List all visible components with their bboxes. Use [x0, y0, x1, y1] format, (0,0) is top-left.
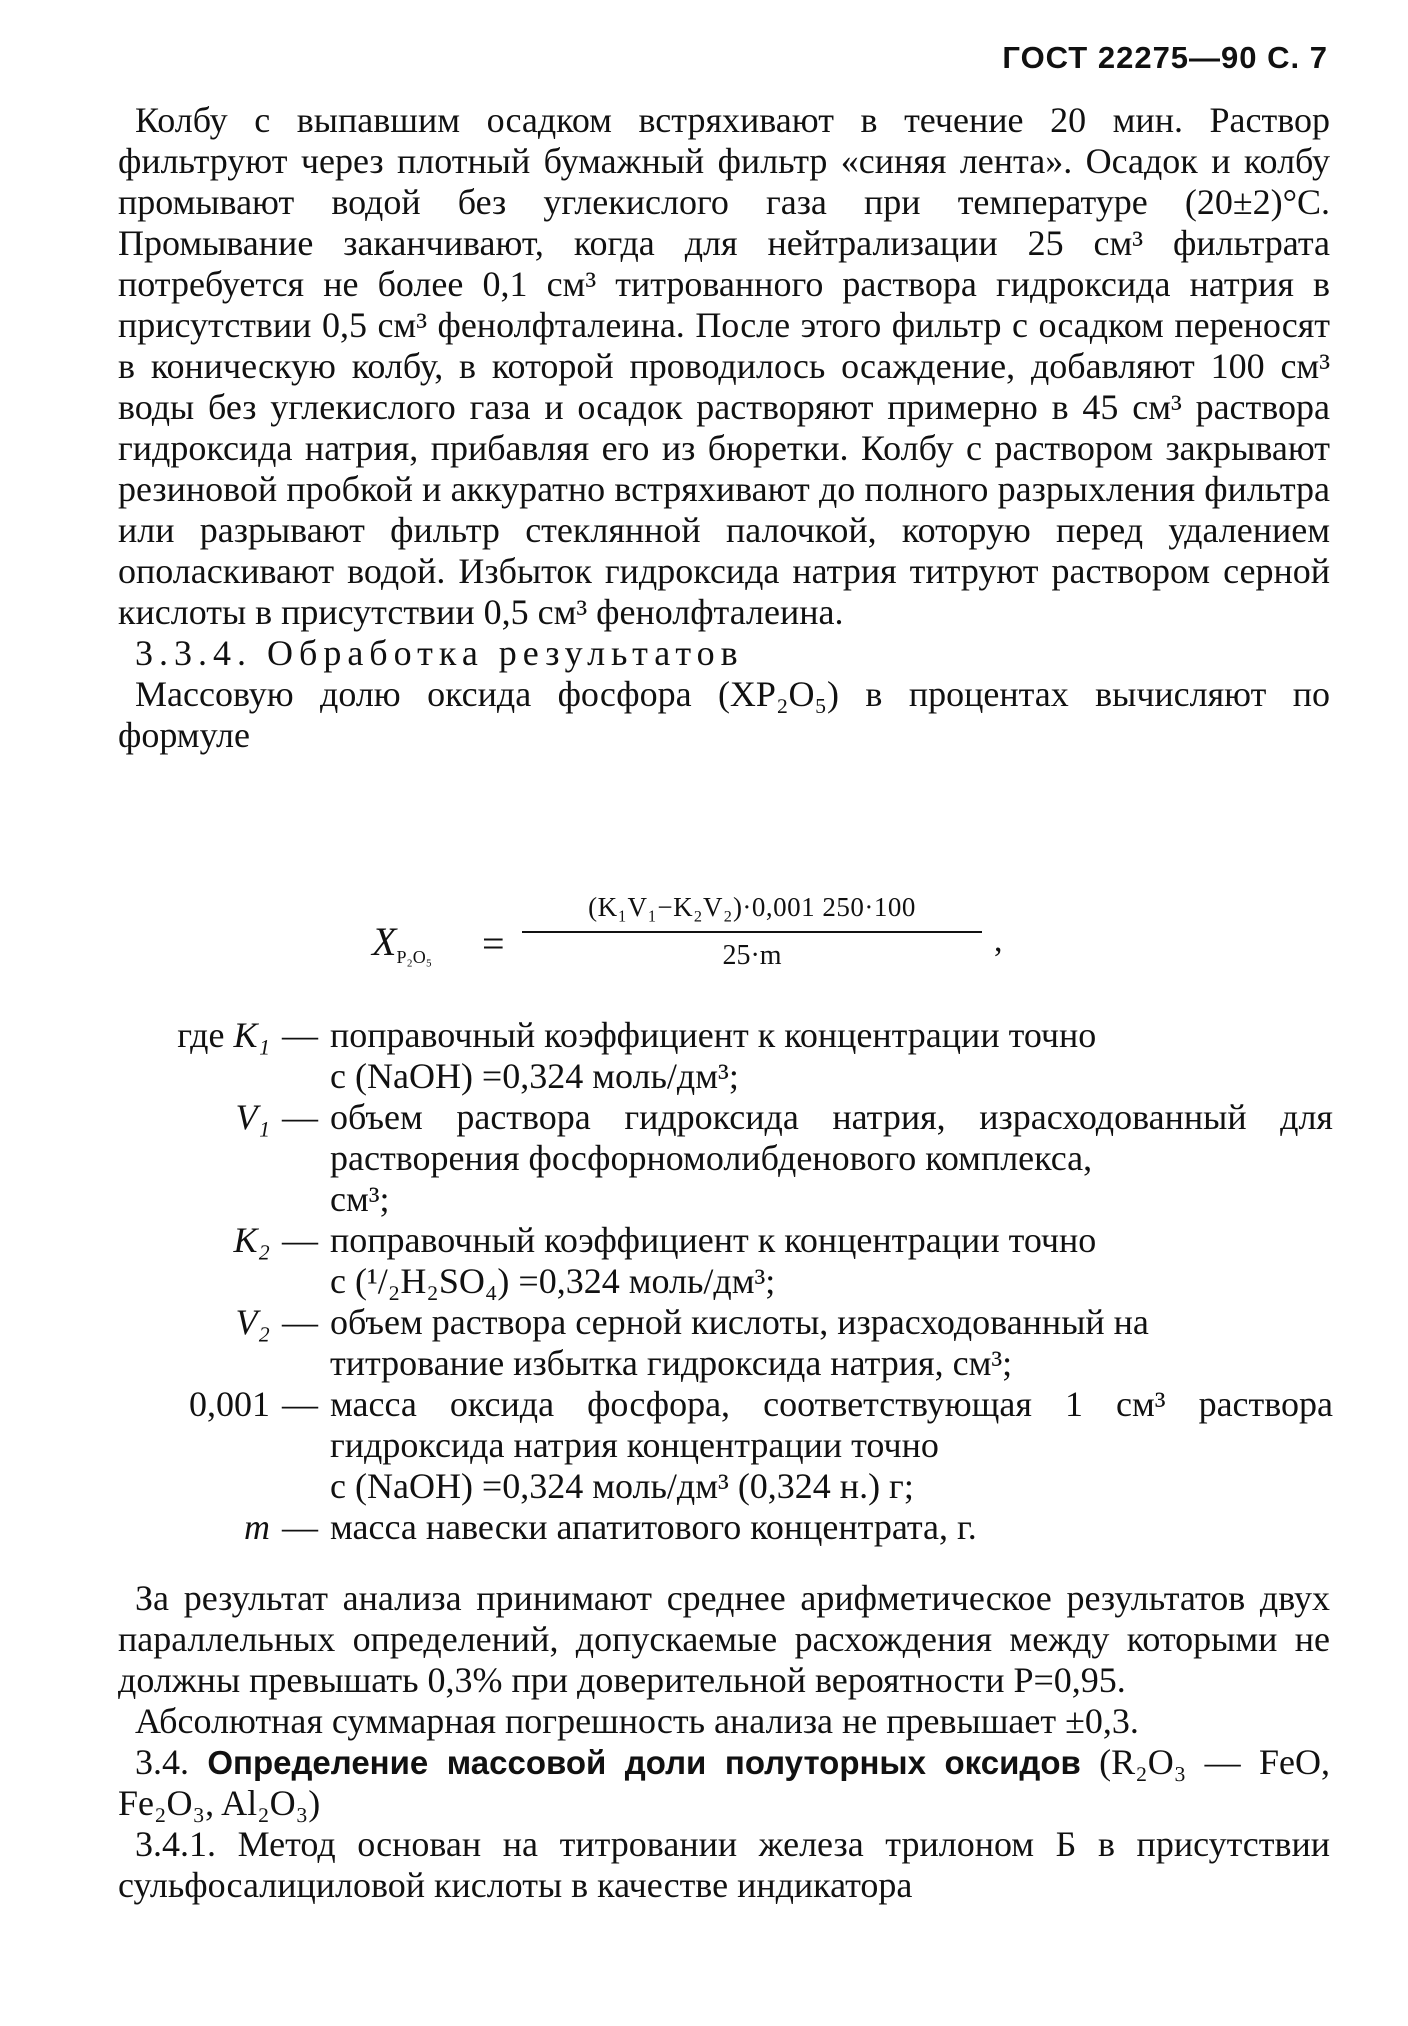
- symbol-m: m: [244, 1507, 270, 1547]
- definition-continuation: c (NaOH) =0,324 моль/дм³;: [330, 1056, 739, 1096]
- definition-symbol: [88, 1220, 270, 1302]
- definition-text: объем раствора гидроксида натрия, израсходованный для растворения фосфорномолибденового комплекса,: [330, 1097, 1333, 1178]
- where-label: где: [177, 1015, 225, 1055]
- definition-symbol: [88, 1097, 270, 1220]
- definition-dash: —: [282, 1507, 318, 1547]
- paragraph-error: Абсолютная суммарная погрешность анализа не превышает ±0,3.: [135, 1701, 1139, 1741]
- symbol-v2: V₂: [235, 1302, 270, 1342]
- definition-item: [88, 1220, 1333, 1302]
- definition-item: [88, 1507, 1333, 1548]
- symbol-k2: K₂: [233, 1220, 270, 1260]
- main-text-block: [118, 100, 1330, 756]
- definition-description: [330, 1302, 1333, 1384]
- definition-dash: —: [282, 1015, 318, 1055]
- definition-description: [330, 1220, 1333, 1302]
- formula-block: [372, 888, 1012, 998]
- symbol-k1: K₁: [233, 1015, 270, 1055]
- formula-lhs: [372, 918, 432, 968]
- definition-symbol: [88, 1384, 270, 1507]
- section-34-title: Определение массовой доли полуторных оксидов: [207, 1744, 1081, 1781]
- definition-text: поправочный коэффициент к концентрации точно: [330, 1015, 1097, 1055]
- definitions-list: [88, 1015, 1333, 1548]
- paragraph-formula-intro: Массовую долю оксида фосфора (XP₂O₅) в процентах вычисляют по формуле: [118, 674, 1330, 755]
- paragraph-341: 3.4.1. Метод основан на титровании железа трилоном Б в присутствии сульфосалициловой кислоты в качестве индикатора: [118, 1824, 1330, 1905]
- definition-description: [330, 1097, 1333, 1220]
- definition-continuation: c (NaOH) =0,324 моль/дм³ (0,324 н.) г;: [330, 1466, 914, 1506]
- formula-equals: =: [482, 921, 505, 966]
- definition-description: [330, 1015, 1333, 1097]
- definition-dash: —: [282, 1220, 318, 1260]
- formula-lhs-symbol: X: [372, 919, 397, 964]
- definition-text: поправочный коэффициент к концентрации точно: [330, 1220, 1097, 1260]
- definition-symbol: [88, 1507, 270, 1548]
- section-34-number: 3.4.: [135, 1742, 189, 1782]
- formula-denominator: 25·m: [722, 940, 782, 971]
- definition-description: [330, 1384, 1333, 1507]
- formula-lhs-subscript: P₂O₅: [396, 947, 432, 968]
- page-header: ГОСТ 22275—90 С. 7: [1002, 40, 1328, 75]
- definition-dash: —: [282, 1302, 318, 1342]
- symbol-v1: V₁: [235, 1097, 270, 1137]
- definition-continuation: см³;: [330, 1179, 390, 1219]
- paragraph-result: За результат анализа принимают среднее арифметическое результатов двух параллельных определений, допускаемые расхождения между которыми не должны превышать 0,3% при доверительной вероятности P=0,95.: [118, 1578, 1330, 1700]
- symbol-0001: 0,001: [189, 1384, 270, 1424]
- formula-fraction-bar: [522, 931, 982, 933]
- definition-description: [330, 1507, 1333, 1548]
- definition-item: [88, 1015, 1333, 1097]
- definition-item: [88, 1384, 1333, 1507]
- definition-dash: —: [282, 1384, 318, 1424]
- formula-numerator: (K₁V₁−K₂V₂)·0,001 250·100: [588, 892, 916, 922]
- definition-continuation: c (¹/₂H₂SO₄) =0,324 моль/дм³;: [330, 1261, 776, 1301]
- paragraph-procedure: Колбу с выпавшим осадком встряхивают в течение 20 мин. Раствор фильтруют через плотный бумажный фильтр «синяя лента». Осадок и колбу промывают водой без углекислого газа при температуре (20±2)°С. Промывание заканчивают, когда для нейтрализации 25 см³ фильтрата потребуется не более 0,1 см³ титрованного раствора гидроксида натрия в присутствии 0,5 см³ фенолфталеина. После этого фильтр с осадком переносят в коническую колбу, в которой проводилось осаждение, добавляют 100 см³ воды без углекислого газа и осадок растворяют примерно в 45 см³ раствора гидроксида натрия, прибавляя его из бюретки. Колбу с раствором закрывают резиновой пробкой и аккуратно встряхивают до полного разрыхления фильтра или разрывают фильтр стеклянной палочкой, которую перед удалением ополаскивают водой. Избыток гидроксида натрия титруют раствором серной кислоты в присутствии 0,5 см³ фенолфталеина.: [118, 100, 1330, 632]
- definition-item: [88, 1302, 1333, 1384]
- definition-symbol: [88, 1015, 270, 1097]
- definition-text: масса оксида фосфора, соответствующая 1 см³ раствора гидроксида натрия концентрации точно: [330, 1384, 1333, 1465]
- closing-text-block: [118, 1578, 1330, 1906]
- formula-comma: ,: [994, 922, 1003, 959]
- definition-continuation: титрование избытка гидроксида натрия, см³;: [330, 1343, 1013, 1383]
- section-heading-34: [118, 1742, 1330, 1824]
- definition-dash: —: [282, 1097, 318, 1137]
- definition-item: [88, 1097, 1333, 1220]
- definition-symbol: [88, 1302, 270, 1384]
- section-heading-334: 3.3.4. Обработка результатов: [135, 633, 744, 673]
- section-34-formula: (R₂O₃ — FeO, Fe₂O₃, Al₂O₃): [118, 1742, 1330, 1823]
- definition-text: масса навески апатитового концентрата, г.: [330, 1507, 977, 1547]
- definition-text: объем раствора серной кислоты, израсходованный на: [330, 1302, 1149, 1342]
